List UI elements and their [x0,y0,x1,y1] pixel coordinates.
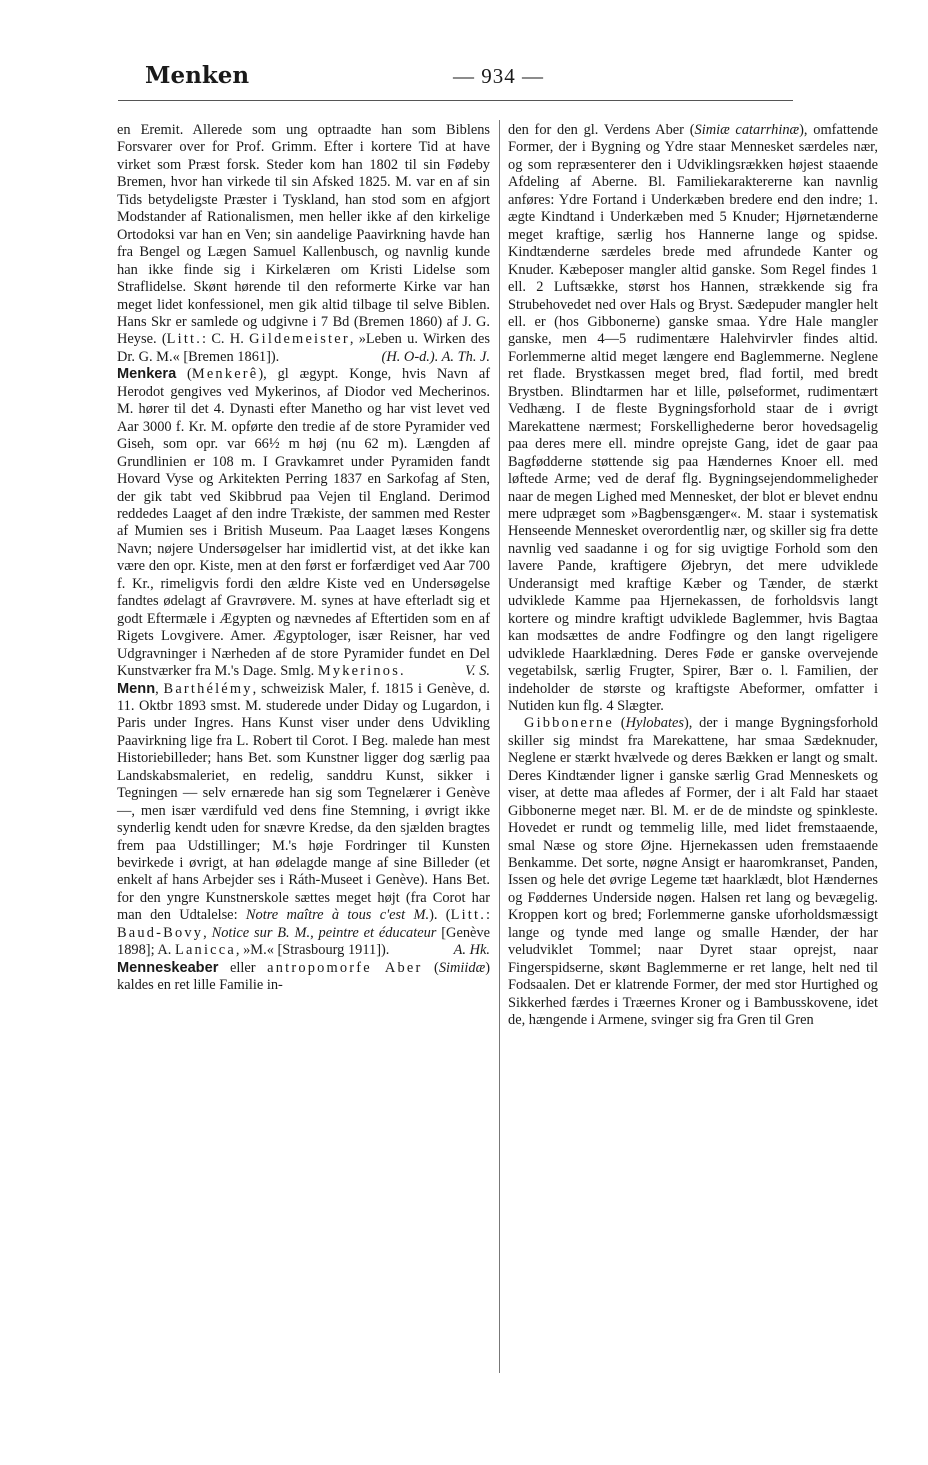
entry-menn: Menn, Barthélémy, schweizisk Maler, f. 1815 i Genève, d. 11. Oktbr 1893 smst. M. studerede under Diday og Lugardon, i Paris under Ingres. Hans Kunst viser under dens Udvikling Paavirkning lige fra L. Robert til Corot. I Beg. malede han mest Historiebilleder; hans Bet. som Kunstner ligger dog særlig paa Landskabsmaleriet, en redelig, sanddru Kunst, sikker i Tegningen — selv ernærede han sig som Tegnelærer i Genève —, men især værdifuld ved dens fine Stemning, i øvrigt ikke synderlig kendt uden for snævre Kredse, da den sjælden bragtes frem paa Udstillinger; M.'s høje Fordringer til Kunsten bevirkede i øvrigt, at han ødelagde mange af sine Billeder (et enkelt af hans Arbejder ses i Ráth-Museet i Genève). Hans Bet. for den yngre Kunstnerskole sættes meget højt (fra Corot har man den Udtalelse: Notre maître à tous c'est M.). (Litt.: Baud-Bovy, Notice sur B. M., peintre et éducateur [Genève 1898]; A. Lanicca, »M.« [Strasbourg 1911]). A. Hk. [117,680,490,959]
signature: V. S. [465,663,490,680]
entry-menneskeaber-continuation: den for den gl. Verdens Aber (Simiæ catarrhinæ), omfattende Former, der i Bygning og Ydre staar Mennesket særdeles nær, og som repræsenterer den i Udviklingsrækken højest staaende Afdeling af Aberne. Bl. Familiekaraktererne kan navnlig anføres: Ydre Fortand i Underkæben bredere end den indre; 1. ægte Kindtand i Underkæben med 5 Knuder; Hjørnetænderne meget kraftige, særlig hos Hannerne lange og spidse. Kindtænderne særdeles brede med afrundede Kanter og Knuder. Kæbeposer mangler altid ganske. Som Regel findes 1 ell. 2 Luftsække, størst hos Hannen, strækkende sig fra Strubehovedet ned over Hals og Bryst. Sædepuder mangler helt ell. er (hos Gibbonerne) ganske smaa. Ydre Hale mangler ganske, men 4—5 rudimentære Halehvirvler findes altid. Forlemmerne altid meget længere end Baglemmerne. Neglene ret flade. Brystkassen meget bred, flad fortil, med bredt Brystben. Blindtarmen har et lille, pølseformet, rudimentært Vedhæng. I de fleste Bygningsforhold staar de i øvrigt Marekattene nærmest; Forskellighederne beror hovedsagelig paa deres mere ell. mindre oprejste Gang, idet de gaar paa Bagfødderne støttende sig paa Hændernes Knoer ell. med løftede Arme; ved de deraf flg. Bygningsejendommeligheder naar de megen Lighed med Mennesket, der blot er blevet endnu mere udpræget som »Bagbensgænger«. M. staar i systematisk Henseende Mennesket overordentlig nær, og skiller sig fra dette navnlig ved saadanne i og for sig uvigtige Forhold som den lavere Pande, kraftigere Øjebryn, det mere udviklede Underansigt med kraftige Kæber og Tænder, de stærkt udviklede Kamme paa Hjernekassen, de forholdsvis langt kortere og mindre kraftigt udviklede Baglemmer, hvis Bagtaa kan modsættes de andre Fodfingre og den langt rigeligere udviklede Haarklædning. Deres Føde er ganske overvejende vegetabilsk, særlig Frugter, Spirer, Bær o. l. Familien, der indeholder de største og kraftigste Abeformer, omfatter i Nutiden kun flg. 4 Slægter. [508,122,879,714]
running-header [145,62,790,96]
right-column [508,122,878,1030]
signature: A. Hk. [453,942,490,959]
lemma-menkera: Menkera [117,366,177,383]
left-column [117,122,490,995]
signature: (H. O-d.). A. Th. J. [381,348,490,365]
running-headword: Menken [145,62,250,89]
lemma-menneskeaber: Menneskeaber [117,959,219,976]
page-number: — 934 — [453,64,544,88]
subentry-gibbonerne: Gibbonerne (Hylobates), der i mange Bygningsforhold skiller sig mindst fra Marekattene, har smaa Sædeknuder, Neglene er stærkt hvælvede og deres Bækken er langt og smalt. Deres Kindtænder ligner i ganske særlig Grad Menneskets og viser, at dette maa afledes af Former, der i alt Fald har staaet Gibbonerne meget nær. Bl. M. er de de mindste og spinkleste. Hovedet er rundt og temmelig lille, med lidet fremstaaende, smal Næse og store Øjne. Hjernekassen uden fremstaaende Benkamme. Det sorte, nøgne Ansigt er haaromkranset, Panden, Issen og hele det øvrige Legeme tæt haarklædt, blot Hændernes og Føddernes Underside nøgen. Halsen ret lang og bevægelig. Kroppen kort og bred; Forlemmerne ganske uforholdsmæssigt lange og tynde med lange og smalle Hænder, der har veludviklet Tommel; naar Dyret staar oprejst, naar Fingerspidserne, skønt Baglemmerne er ret lange, helt ned til Fodsaalen. Det er klatrende Former, der med stor Hurtighed og Sikkerhed færdes i Træernes Kroner og i Bambusskovene, idet de, hængende i Armene, svinger sig fra Gren til Gren [508,715,878,1029]
entry-menken-continuation: en Eremit. Allerede som ung optraadte han som Biblens Forsvarer over for Prof. Grimm. Efter i kortere Tid at have virket som Præst forsk. Steder kom han 1802 til sin Fødeby Bremen, hvor han virkede til sin Afsked 1825. M. var en af sin Tids betydeligste Præster i Tyskland, han stod som en afgjort Modstander af Rationalismen, men heller ikke af den kirkelige Ortodoksi var han en Ven; sin aandelige Paavirkning havde han fra Bengel og Lægen Samuel Kallenbusch, og navnlig kunde han ikke finde sig i Kirkelæren om Kristi Lidelse som Straflidelse. Skønt hørende til den reformerte Kirke var han meget lidet konfessionel, men gik altid tilbage til selve Biblen. Hans Skr er samlede og udgivne i 7 Bd (Bremen 1860) af J. G. Heyse. (Litt.: C. H. Gildemeister, »Leben u. Wirken des Dr. G. M.« [Bremen 1861]). (H. O-d.). A. Th. J. [117,122,490,365]
entry-menkera: Menkera (Menkerê), gl ægypt. Konge, hvis Navn af Herodot gengives ved Mykerinos, af Diodor ved Mecherinos. M. hører til det 4. Dynasti efter Manetho og har vist levet ved Aar 3000 f. Kr. M. opførte den tredie af de store Pyramider ved Giseh, som opr. var 66½ m høj (nu 62 m). Længden af Grundlinien er 108 m. I Gravkamret under Pyramiden fandt Hovard Vyse og Arkitekten Perring 1837 en Sarkofag af Sten, der gik tabt ved Skibbrud paa Vejen til England. Derimod reddedes Laaget af den indre Trækiste, der sammen med Rester af Mumien ses i British Museum. Paa Laaget læses Kongens Navn; nøjere Undersøgelser har imidlertid vist, at det ikke kan være den opr. Kiste, men at den først er forfærdiget ved Aar 700 f. Kr., rimeligvis fordi den ældre Kiste ved en Undersøgelse fandtes ødelagt af Gravrøvere. M. synes at have efterladt sig et godt Eftermæle i Ægypten og nævnedes af Eftertiden som en af Rigets Lovgivere. Amer. Ægyptologer, især Reisner, har ved Udgravninger i Nærheden af de store Pyramider fundet en Del Kunstværker fra M.'s Dage. Smlg. Mykerinos. V. S. [117,366,490,680]
entry-menneskeaber: Menneskeaber eller antropomorfe Aber (Simiidæ) kaldes en ret lille Familie in- [117,959,491,994]
column-divider [499,120,500,1373]
lemma-menn: Menn [117,680,156,697]
header-rule [118,100,793,101]
